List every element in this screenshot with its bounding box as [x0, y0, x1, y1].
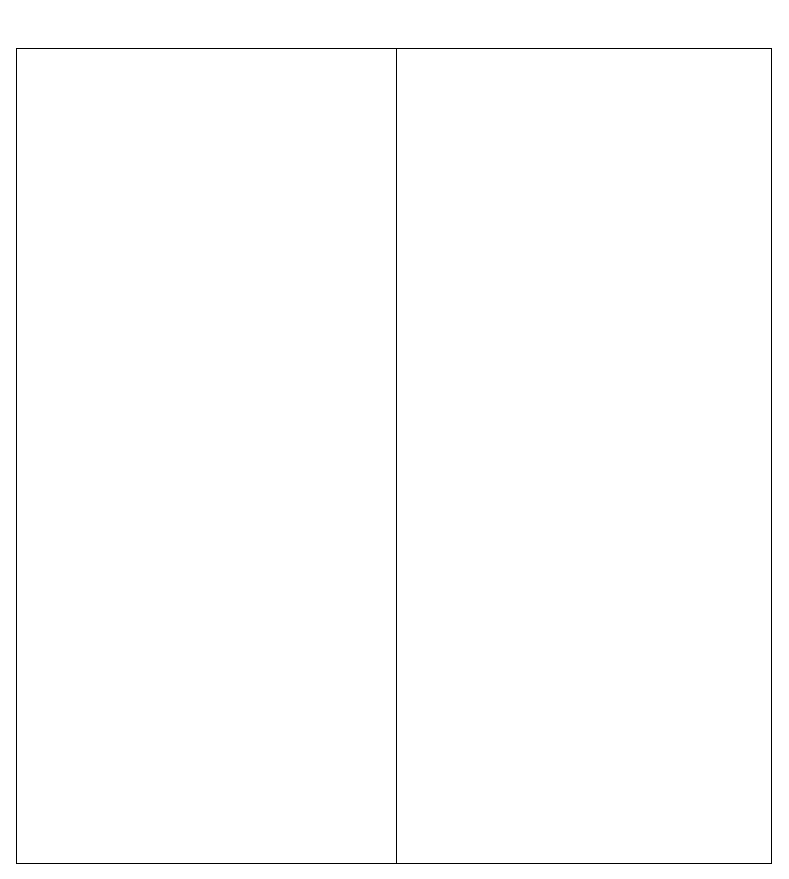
column-divider — [396, 49, 397, 863]
symbols-table — [16, 48, 772, 864]
